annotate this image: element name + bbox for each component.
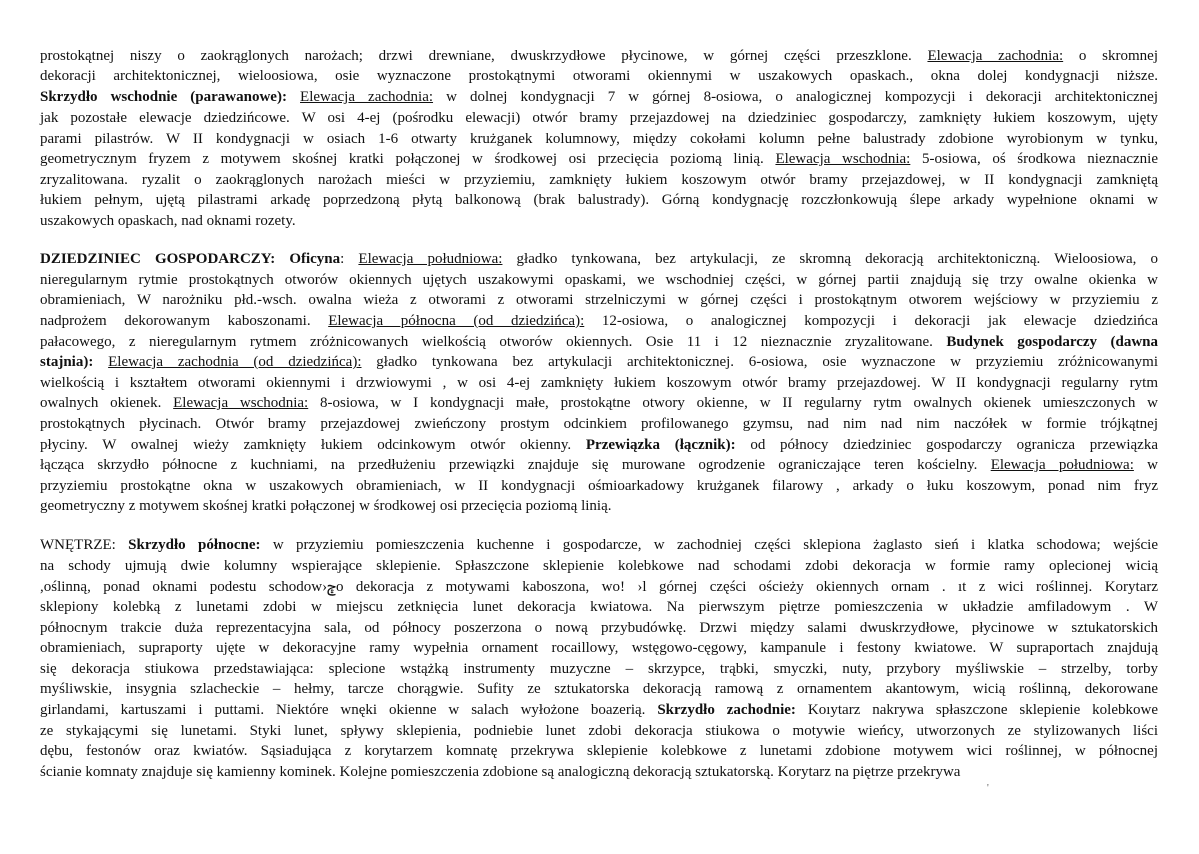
text-run: w <box>1133 457 1158 473</box>
text-line <box>40 250 1158 268</box>
text-run: geometrycznym fryzem z motywem skośnej kratki połączonej w środkowej osi przecięcia poziomą linią. <box>40 151 776 167</box>
text-run: sklepiony kolebką z lunetami zdobi w miejscu zetknięcia lunet dekoracja kwiatowa. Na pierwszym piętrze pomieszczenia w układzie amfiladowym . W <box>40 599 1158 615</box>
text-line <box>40 191 1158 209</box>
text-line <box>40 130 1158 148</box>
underlined-heading: Elewacja zachodnia: <box>300 89 434 105</box>
text-line <box>40 150 1158 168</box>
bold-heading: Skrzydło wschodnie (parawanowe): <box>40 89 287 105</box>
text-run: dekoracji architektonicznej, wieloosiowa, osie wyznaczone prostokątnymi otworami okiennymi w uszakowych opaskach., okna dolej kondygnacji niższe. <box>40 68 1158 84</box>
text-run: : <box>340 251 359 267</box>
text-line <box>40 312 1158 330</box>
text-run: nieregularnym rytmie prostokątnych otworów okiennych ujętych uszakowymi opaskami, we wschodniej części, w górnej partii znajdują się trzy owalne okienka w <box>40 272 1158 288</box>
text-run: WNĘTRZE: <box>40 537 129 553</box>
text-line <box>40 497 1158 515</box>
text-run: wielkością i kształtem otworami okiennymi i drzwiowymi , w osi 4-ej zamknięty łukiem koszowym otwór bramy przejazdowej. W II kondygnacji regularny rytm <box>40 375 1158 391</box>
text-run: obramieniach, W narożniku płd.-wsch. owalna wieża z otworami z otworami strzelniczymi w górnej części i prostokątnym otworem wejściowy w przyziemiu z <box>40 292 1158 308</box>
text-run: północnym trakcie duża reprezentacyjna sala, od północy poszerzona o nową przybudówkę. Drzwi między salami dwuskrzydłowe, płycinowe w sztukatorskich <box>40 620 1158 636</box>
text-run: Koıytarz nakrywa spłaszczone sklepienie kolebkowe <box>795 702 1158 718</box>
text-run: na schody ujmują dwie kolumny wspierające sklepienie. Spłaszczone sklepienie kolebkowe nad schodami zdobi dekoracja w formie ramy oplecionej wicią <box>40 558 1158 574</box>
text-line <box>40 639 1158 657</box>
text-line <box>40 212 1158 230</box>
text-run: owalnych okienek. <box>40 395 174 411</box>
text-line <box>40 374 1158 392</box>
text-run: przyziemiu prostokątne okna w uszakowych obramieniach, w II kondygnacji ośmioarkadowy krużganek filarowy , arkady o łuku koszowym, ponad nim fryz <box>40 478 1158 494</box>
text-run: płyciny. W owalnej wieży zamknięty łukiem odcinkowym otwór okienny. <box>40 437 586 453</box>
text-line <box>40 477 1158 495</box>
text-run: ze stykającymi się lunetami. Styki lunet, spływy sklepienia, podniebie lunet zdobi dekoracja stiukowa o motywie wieńcy, utworzonych ze stylizowanych liści <box>40 723 1158 739</box>
text-line <box>40 47 1158 65</box>
text-line <box>40 536 1158 554</box>
text-run: gładko tynkowana, bez artykulacji, ze skromną dekoracją architektoniczną. Wieloosiowa, o <box>502 251 1158 267</box>
text-run: gładko tynkowana bez artykulacji architektonicznej. 6-osiowa, osie wyznaczone w przyziemiu zróżnicowanymi <box>361 354 1158 370</box>
text-run: w dolnej kondygnacji 7 w górnej 8-osiowa, o analogicznej kompozycji i dekoracji architektonicznej <box>433 89 1159 105</box>
text-run: parami pilastrów. W II kondygnacji w osiach 1-6 otwarty krużganek kolumnowy, między cokołami kolumn pełne balustrady zdobione wyrobionym w tynku, <box>40 131 1158 147</box>
underlined-heading: Elewacja wschodnia: <box>173 395 309 411</box>
text-line <box>40 456 1158 474</box>
text-run: ścianie komnaty znajduje się kamienny kominek. Kolejne pomieszczenia zdobione są analogiczną dekoracją sztukatorską. Korytarz na piętrze przekrywa <box>40 764 961 780</box>
text-line <box>40 742 1158 760</box>
underlined-heading: Elewacja południowa: <box>358 251 503 267</box>
text-line <box>40 557 1158 575</box>
text-line <box>40 578 1158 596</box>
text-line <box>40 619 1158 637</box>
text-run: zryzalitowana. ryzalit o zaokrąglonych narożach mieści w przyziemiu, zamknięty łukiem koszowym otwór bramy przejazdowej, w II kondygnacji zamkniętą <box>40 172 1158 188</box>
underlined-heading: Elewacja południowa: <box>990 457 1134 473</box>
underlined-heading: Elewacja zachodnia (od dziedzińca): <box>108 354 362 370</box>
text-run: prostokątnej niszy o zaokrąglonych narożach; drzwi drewniane, dwuskrzydłowe płycinowe, w górnej części przeszklone. <box>40 48 928 64</box>
bold-heading: DZIEDZINIEC GOSPODARCZY: Oficyna <box>40 251 341 267</box>
text-run <box>287 89 300 105</box>
text-run: myśliwskie, insygnia szlacheckie – hełmy, tarcze chorągwie. Sufity ze sztukatorska dekoracją ramową z ornamentem akantowym, wicią roślinną, dekorowane <box>40 681 1158 697</box>
text-line <box>40 660 1158 678</box>
text-run: pałacowego, z nieregularnym rytmem zróżnicowanych wielkością otworów okiennych. Osie 11 i 12 nieznacznie zryzalitowane. <box>40 334 947 350</box>
text-line <box>40 88 1158 106</box>
text-run: prostokątnych płycinach. Otwór bramy przejazdowej zwieńczony prostym odcinkiem profilowanego gzymsu, nad nim nad nim naczółek w formie trójkątnej <box>40 416 1158 432</box>
underlined-heading: Elewacja północna (od dziedzińca): <box>328 313 585 329</box>
text-line <box>40 171 1158 189</box>
underlined-heading: Elewacja zachodnia: <box>927 48 1064 64</box>
text-run: w przyziemiu pomieszczenia kuchenne i gospodarcze, w zachodniej części sklepiona żaglasto sień i klatka schodowa; wejście <box>260 537 1158 553</box>
text-run: 5-osiowa, oś środkowa nieznacznie <box>910 151 1159 167</box>
bold-heading: Budynek gospodarczy (dawna <box>946 334 1158 350</box>
text-line <box>40 109 1158 127</box>
text-run: dębu, festonów oraz kwiatów. Sąsiadująca z korytarzem komnatę przekrywa sklepienie kolebkowe z lunetami zdobione motywem wici roślinnej, w północnej <box>40 743 1158 759</box>
bold-heading: Skrzydło północne: <box>128 537 261 553</box>
text-line <box>40 598 1158 616</box>
bold-heading: Skrzydło zachodnie: <box>657 702 796 718</box>
text-run: nadprożem dekorowanym kaboszonami. <box>40 313 329 329</box>
text-line <box>40 436 1158 454</box>
text-line <box>40 333 1158 351</box>
text-run: girlandami, kartuszami i puttami. Niektóre wnęki okienne w salach wyłożone boazerią. <box>40 702 658 718</box>
text-run: jak pozostałe elewacje dziedzińcowe. W osi 4-ej (pośrodku elewacji) otwór bramy przejazdowej na dziedziniec gospodarczy, zamknięty łukiem koszowym, ujęty <box>40 110 1158 126</box>
text-run: o skromnej <box>1063 48 1158 64</box>
text-line <box>40 701 1158 719</box>
text-line <box>40 680 1158 698</box>
text-run <box>93 354 108 370</box>
bold-heading: stajnia): <box>40 354 94 370</box>
text-run: się dekoracja stiukowa przedstawiająca: splecione wstążką instrumenty muzyczne – skrzypce, trąbki, smyczki, nuty, przybory myśliwskie – strzelby, torby <box>40 661 1158 677</box>
text-line <box>40 353 1158 371</box>
text-line <box>40 722 1158 740</box>
text-line <box>40 67 1158 85</box>
text-run: od północy dziedziniec gospodarczy ogranicza przewiązka <box>735 437 1158 453</box>
text-run: geometryczny z motywem skośnej kratki połączonej w środkowej osi przecięcia poziomą linią. <box>40 498 612 514</box>
text-line <box>40 394 1158 412</box>
text-run: ,oślinną, ponad oknami podestu schodow›ݯo dekoracja z motywami kaboszona, wo! ›l górnej części ościeży okiennych ornam . ıt z wici roślinnej. Korytarz <box>40 579 1159 595</box>
underlined-heading: Elewacja wschodnia: <box>775 151 911 167</box>
text-run: 8-osiowa, w I kondygnacji małe, prostokątne otwory okienne, w II regularny rytm owalnych okienek umieszczonych w <box>308 395 1158 411</box>
text-line <box>40 271 1158 289</box>
text-run: łukiem pełnym, ujętą pilastrami arkadę poprzedzoną płytą balkonową (brak balustrady). Górną kondygnację rozczłonkowują ślepe arkady wypełnione oknami w <box>40 192 1158 208</box>
text-run: obramieniach, supraporty ujęte w dekoracyjne ramy wypełnia ornament rocaillowy, wstęgowo-cęgowy, kampanule i festony kwiatowe. W supraportach znajdują <box>40 640 1158 656</box>
text-line <box>40 415 1158 433</box>
scan-artifact-mark: ' <box>987 783 989 794</box>
text-line <box>40 291 1158 309</box>
text-run: 12-osiowa, o analogicznej kompozycji i dekoracji jak elewacje dziedzińca <box>584 313 1159 329</box>
bold-heading: Przewiązka (łącznik): <box>585 437 736 453</box>
text-line <box>40 763 1158 781</box>
text-run: uszakowych opaskach, nad oknami rozety. <box>40 213 296 229</box>
text-run: łącząca skrzydło północne z kuchniami, na przedłużeniu przewiązki znajduje się murowane ogrodzenie ograniczające teren kościelny. <box>40 457 991 473</box>
